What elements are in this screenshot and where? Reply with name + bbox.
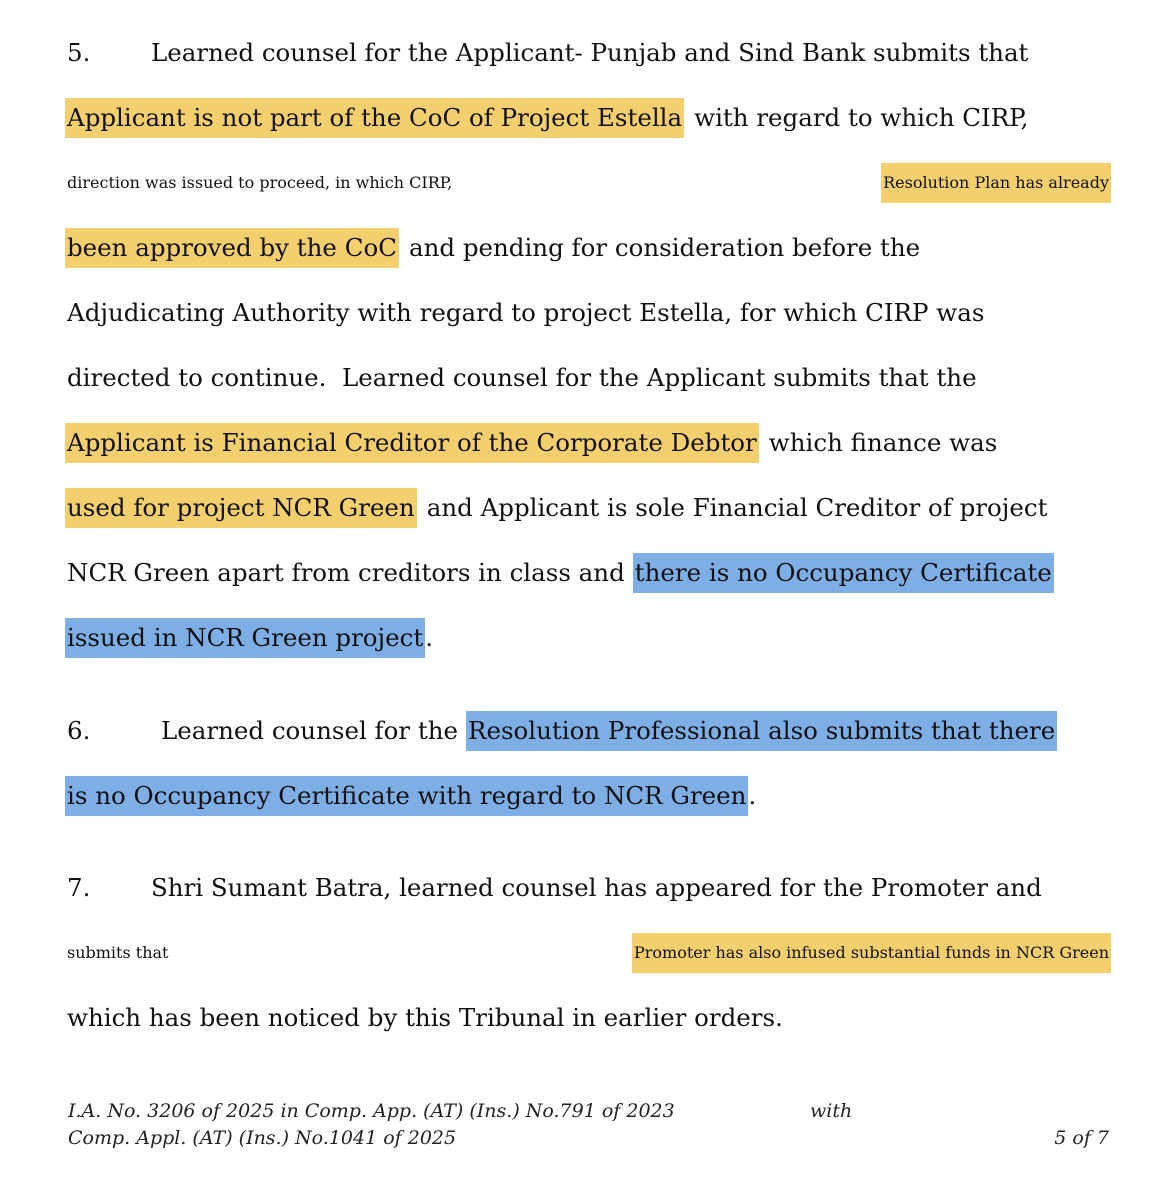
text-segment: NCR Green apart from creditors in class and <box>67 558 625 587</box>
highlight-yellow: Applicant is Financial Creditor of the Corporate Debtor <box>65 423 759 463</box>
para7-line2 <box>67 933 1109 973</box>
para5-line2 <box>67 98 1109 138</box>
text-segment: which has been noticed by this Tribunal in earlier orders. <box>67 1003 783 1032</box>
para5-line10 <box>67 618 1109 658</box>
para5-line4 <box>67 228 1109 268</box>
text-segment: and Applicant is sole Financial Creditor of project <box>426 493 1048 522</box>
highlight-yellow: been approved by the CoC <box>65 228 399 268</box>
para6-line1 <box>67 711 1109 751</box>
highlight-blue: Resolution Professional also submits that there <box>466 711 1057 751</box>
para6-line2 <box>67 776 1109 816</box>
text-segment: . <box>425 623 434 652</box>
highlight-yellow: Applicant is not part of the CoC of Project Estella <box>65 98 684 138</box>
text-segment: Adjudicating Authority with regard to project Estella, for which CIRP was <box>67 298 985 327</box>
text-segment: which finance was <box>768 428 998 457</box>
highlight-blue: there is no Occupancy Certificate <box>633 553 1054 593</box>
para5-line7 <box>67 423 1109 463</box>
text-segment: with regard to which CIRP, <box>694 103 1029 132</box>
text-segment: Learned counsel for the Applicant- Punjab and Sind Bank submits that <box>151 38 1029 67</box>
footer-with: with <box>810 1100 853 1122</box>
para5-line5 <box>67 293 1109 333</box>
text-segment: and pending for consideration before the <box>408 233 921 262</box>
text-segment: . <box>748 781 757 810</box>
text-segment: directed to continue. Learned counsel for the Applicant submits that the <box>67 363 977 392</box>
para7-line1 <box>67 868 1109 908</box>
highlight-yellow: used for project NCR Green <box>65 488 417 528</box>
text-segment: submits that <box>67 943 169 962</box>
text-segment: direction was issued to proceed, in which CIRP, <box>67 173 453 192</box>
paragraph-number: 5. <box>67 38 91 67</box>
para5-line6 <box>67 358 1109 398</box>
text-segment: Learned counsel for the <box>161 716 459 745</box>
paragraph-number: 6. <box>67 716 91 745</box>
text-segment: Shri Sumant Batra, learned counsel has appeared for the Promoter and <box>151 873 1042 902</box>
para5-line3 <box>67 163 1109 203</box>
highlight-yellow: Resolution Plan has already <box>881 163 1111 203</box>
highlight-blue: is no Occupancy Certificate with regard to NCR Green <box>65 776 748 816</box>
para5-line8 <box>67 488 1109 528</box>
para5-line1 <box>67 33 1109 73</box>
highlight-yellow: Promoter has also infused substantial funds in NCR Green <box>632 933 1111 973</box>
highlight-blue: issued in NCR Green project <box>65 618 425 658</box>
footer-case-line-2: Comp. Appl. (AT) (Ins.) No.1041 of 2025 <box>68 1127 457 1149</box>
para5-line9 <box>67 553 1109 593</box>
footer-case-line-1: I.A. No. 3206 of 2025 in Comp. App. (AT) (Ins.) No.791 of 2023 <box>68 1100 675 1122</box>
para7-line3 <box>67 998 1109 1038</box>
paragraph-number: 7. <box>67 873 91 902</box>
page-number: 5 of 7 <box>1054 1127 1109 1149</box>
